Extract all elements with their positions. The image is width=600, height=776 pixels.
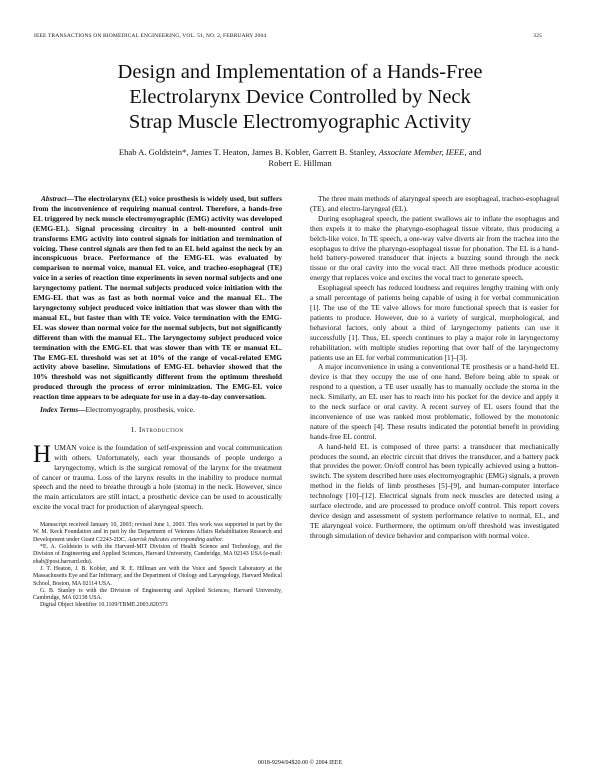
intro-paragraph	[33, 440, 282, 512]
right-column	[310, 194, 559, 541]
abstract	[33, 194, 282, 402]
title-line-2: Electrolarynx Device Controlled by Neck	[129, 86, 471, 108]
footnote-doi: Digital Object Identifier 10.1109/TBME.2003.820373	[40, 602, 168, 609]
right-paragraph-5: A hand-held EL is composed of three parts: a transducer that mechanically produces the sound, an electric circuit that drives the transducer, and a battery pack that provides the power. On/off control has been typically achieved using a button-switch. The system described here uses electromyographic (EMG) signals, a proven method in the fields of limb prostheses [5]–[9], and human-computer interface technology [10]–[12]. Electrical signals from neck muscles are detected using a surface electrode, and are processed to produce on/off control. This report covers device design and assessment of system performance relative to normal, EL, and TE alaryngeal voice. Furthermore, the optimum on/off threshold was investigated through simulation of device behavior and comparison with normal voice.	[310, 441, 559, 540]
intro-text: voice is the foundation of self-expression and vocal communication with others. Unfortunately, each year thousands of people undergo a laryngectomy, which is the surgical removal of the larynx for the treatment of cancer or trauma. Loss of the larynx results in the inability to produce normal speech and the need to breathe through a hole (stoma) in the neck. However, since the main articulators are still intact, a prosthetic device can be used to acoustically excite the vocal tract for production of alaryngeal speech.	[33, 442, 282, 512]
footnote-received-text: Manuscript received January 10, 2003; revised June 1, 2003. This work was supported in part by the W. M. Keck Foundation and in part by the Department of Veterans Affairs Rehabilitation Research and Development under Grant C2243-2DC.	[33, 522, 282, 543]
first-word-rest: UMAN	[54, 442, 77, 452]
footnote-heaton: J. T. Heaton, J. B. Kobler, and R. E. Hillman are with the Voice and Speech Laboratory at the Massachusetts Eye and Ear Infirmary, and the Department of Otology and Laryngology, Harvard Medical School, Boston, MA 02114 USA.	[33, 565, 283, 587]
paper-title	[40, 60, 560, 135]
footnote-received	[33, 522, 282, 544]
footnotes	[33, 522, 282, 610]
section-heading-introduction: I. Introduction	[131, 425, 184, 434]
footnote-stanley: G. B. Stanley is with the Division of Engineering and Applied Sciences, Harvard University, Cambridge, MA 02138 USA.	[33, 587, 282, 602]
author-names-tail: , and	[464, 147, 482, 157]
title-line-3: Strap Muscle Electromyographic Activity	[128, 111, 472, 133]
index-terms	[33, 405, 282, 415]
right-paragraph-1: The three main methods of alaryngeal speech are esophageal, tracheo-esophageal (TE), and electro-laryngeal (EL).	[310, 194, 559, 213]
title-line-1: Design and Implementation of a Hands-Free	[117, 61, 483, 83]
author-membership: Associate Member, IEEE	[378, 147, 465, 157]
copyright-footer: 0018-9294/04$20.00 © 2004 IEEE	[257, 760, 343, 766]
right-paragraph-3: Esophageal speech has reduced loudness and requires lengthy training with only a small percentage of patients being capable of using it for verbal communication [1]. The use of the TE valve allows for more functional speech that is easier for patients to produce. However, due to a variety of surgical, morphological, and behavioral factors, only about a third of laryngectomy patients can use it successfully [1]. Thus, EL speech continues to play a major role in laryngectomy rehabilitation, with multiple studies reporting that over half of the laryngectomy patients use an EL for verbal communication [1]–[3].	[310, 283, 559, 362]
footnote-goldstein: *E. A. Goldstein is with the Harvard-MIT Division of Health Science and Technology, and the Division of Engineering and Applied Sciences, Harvard University, Cambridge, MA 02143 USA (e-mail: ehab@post.harvard.edu).	[33, 544, 282, 565]
page-number: 325	[533, 33, 542, 39]
journal-name: IEEE TRANSACTIONS ON BIOMEDICAL ENGINEERING, VOL. 51, NO. 2, FEBRUARY 2004	[34, 33, 267, 39]
index-terms-text: Electromyography, prosthesis, voice.	[85, 405, 195, 415]
footnote-asterisk: Asterisk indicates corresponding author.	[127, 536, 224, 543]
index-terms-label: Index Terms—	[40, 405, 86, 415]
abstract-text: The electrolarynx (EL) voice prosthesis is widely used, but suffers from the inconvenience of requiring manual control. Therefore, a hands-free EL triggered by neck muscle electromyographic (EMG) activity was developed (EMG-EL). Signal processing circuitry in a belt-mounted control unit transforms EMG activity into control signals for initiation and termination of voicing. These control signals are then fed to an EL held against the neck by an inconspicuous brace. Performance of the EMG-EL was evaluated by comparison to normal voice, manual EL voice, and tracheo-esophageal (TE) voice in a series of reaction time experiments in seven normal subjects and one laryngectomy patient. The normal subjects produced voice initiation with the EMG-EL that was as fast as both normal voice and the manual EL. The laryngectomy subject produced voice initiation that was slower than with the manual EL, but faster than with TE voice. Voice termination with the EMG-EL was slower than normal voice for the normal subjects, but not significantly different than with the manual EL. The laryngectomy subject produced voice termination with the EMG-EL that was slower than with TE or manual EL. The EMG-EL threshold was set at 10% of the range of vocal-related EMG activity above baseline. Simulations of EMG-EL behavior showed that the 10% threshold was not significantly different from the optimum threshold produced through the process of error minimization. The EMG-EL voice reaction time appears to be adequate for use in a day-to-day conversation.	[33, 194, 282, 402]
right-paragraph-2: During esophageal speech, the patient swallows air to inflate the esophagus and then expels it to make the pharyngo-esophageal tissue vibrate, thus producing a belch-like voice. In TE speech, a one-way valve diverts air from the trachea into the esophagus to drive the pharyngo-esophageal tissue for phonation. The EL is a hand-held battery-powered transducer that injects a buzzing sound through the neck tissue or the oral cavity into the vocal tract. All three methods produce acoustic energy that replaces voice and excites the vocal tract to generate speech.	[310, 213, 559, 283]
drop-cap: H	[33, 440, 52, 468]
author-names: Ehab A. Goldstein*, James T. Heaton, James B. Kobler, Garrett B. Stanley,	[118, 147, 377, 157]
left-column	[33, 194, 282, 610]
author-list	[40, 147, 560, 169]
author-last: Robert E. Hillman	[268, 158, 332, 168]
running-header	[34, 33, 542, 39]
abstract-label: Abstract—	[41, 194, 74, 203]
right-paragraph-4: A major inconvenience in using a conventional TE prosthesis or a hand-held EL device is that they occupy the use of one hand. Before being able to speak or respond to a question, a TE user usually has to manually occlude the stoma in the neck. Similarly, an EL user has to reach into his pocket for the device and apply it to the neck surface or oral cavity. A recent survey of EL users found that the inconvenience of use was ranked most problematic, followed by the monotonic nature of the speech [4]. These results indicated the potential benefit in providing hands-free EL control.	[310, 362, 559, 441]
